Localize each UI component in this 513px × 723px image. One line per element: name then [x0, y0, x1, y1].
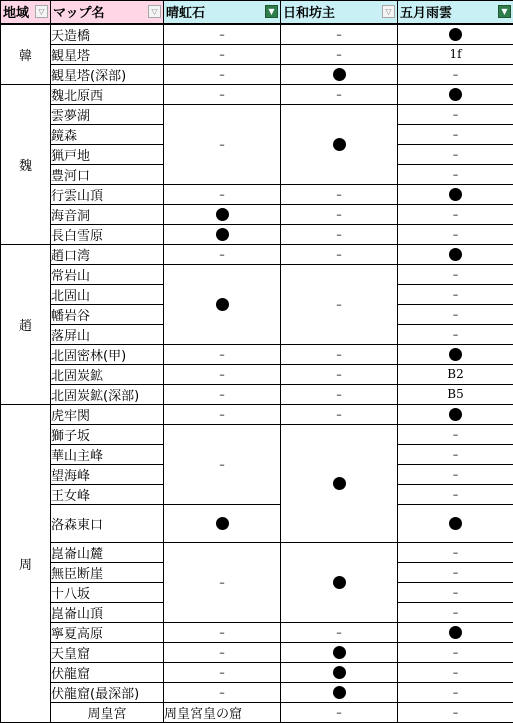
value-cell[interactable]	[281, 364, 398, 384]
map-name-cell-text: 観星塔(深部)	[51, 69, 126, 84]
dash-mark: –	[453, 706, 459, 719]
table-row	[1, 244, 513, 264]
value-cell[interactable]	[398, 662, 513, 682]
table-row	[1, 344, 513, 364]
mark-text: B2	[447, 367, 463, 381]
value-cell[interactable]	[398, 464, 513, 484]
value-cell[interactable]	[281, 264, 398, 344]
dash-mark: –	[336, 408, 342, 421]
value-cell[interactable]	[281, 384, 398, 404]
value-cell[interactable]	[164, 104, 281, 184]
column-header-label: 地域	[3, 6, 29, 21]
value-cell[interactable]	[164, 64, 281, 84]
value-cell[interactable]	[398, 144, 513, 164]
dash-mark: –	[219, 28, 225, 41]
map-name-cell[interactable]	[51, 364, 164, 384]
map-name-cell-text: 北固炭鉱(深部)	[51, 389, 139, 404]
map-name-cell[interactable]	[51, 582, 164, 602]
table-row	[1, 104, 513, 124]
filter-dropdown-icon[interactable]: ▽	[148, 5, 161, 18]
map-name-cell-text: 獅子坂	[51, 429, 90, 444]
dash-mark: –	[453, 686, 459, 699]
region-cell-text: 周	[19, 558, 32, 573]
map-name-cell[interactable]	[51, 104, 164, 124]
value-cell[interactable]	[398, 44, 513, 64]
value-cell[interactable]	[164, 404, 281, 424]
dash-mark: –	[219, 48, 225, 61]
dash-mark: –	[336, 706, 342, 719]
dash-mark: –	[336, 248, 342, 261]
map-name-cell[interactable]	[51, 464, 164, 484]
value-cell[interactable]	[164, 84, 281, 104]
map-name-cell-text: 周皇宮皇の窟	[164, 707, 242, 722]
value-cell[interactable]	[281, 702, 398, 722]
region-cell[interactable]	[51, 702, 164, 722]
dash-mark: –	[453, 468, 459, 481]
dash-mark: –	[453, 168, 459, 181]
map-name-cell[interactable]	[51, 662, 164, 682]
value-cell[interactable]	[281, 404, 398, 424]
dash-mark: –	[453, 128, 459, 141]
value-cell[interactable]	[164, 244, 281, 264]
dash-mark: –	[219, 88, 225, 101]
value-cell[interactable]	[398, 642, 513, 662]
column-header-label: 晴虹石	[166, 6, 205, 21]
value-cell[interactable]	[281, 224, 398, 244]
dash-mark: –	[219, 348, 225, 361]
value-cell[interactable]	[398, 444, 513, 464]
dash-mark: –	[336, 348, 342, 361]
map-name-cell-text: 崑崙山頂	[51, 607, 103, 622]
dash-mark: –	[219, 646, 225, 659]
filled-circle-mark	[449, 188, 462, 201]
map-name-cell[interactable]	[164, 702, 281, 722]
map-name-cell-text: 崑崙山麓	[51, 547, 103, 562]
filled-circle-mark	[216, 208, 229, 221]
dash-mark: –	[219, 458, 225, 471]
table-row	[1, 504, 513, 542]
dash-mark: –	[453, 228, 459, 241]
value-cell[interactable]	[398, 424, 513, 444]
value-cell[interactable]	[398, 682, 513, 702]
value-cell[interactable]	[398, 582, 513, 602]
table-row	[1, 682, 513, 702]
map-name-cell-text: 落屏山	[51, 329, 90, 344]
map-name-cell[interactable]	[51, 504, 164, 542]
value-cell[interactable]	[398, 264, 513, 284]
dash-mark: –	[336, 48, 342, 61]
map-name-cell[interactable]	[51, 682, 164, 702]
value-cell[interactable]	[281, 244, 398, 264]
dash-mark: –	[336, 28, 342, 41]
map-name-cell-text: 猟戸地	[51, 149, 90, 164]
value-cell[interactable]	[398, 622, 513, 642]
dash-mark: –	[336, 188, 342, 201]
map-name-cell[interactable]	[51, 224, 164, 244]
value-cell[interactable]	[398, 364, 513, 384]
value-cell[interactable]	[164, 204, 281, 224]
value-cell[interactable]	[281, 424, 398, 542]
map-name-cell[interactable]	[51, 264, 164, 284]
region-cell-text: 周皇宮	[87, 707, 126, 722]
value-cell[interactable]	[164, 264, 281, 344]
dash-mark: –	[219, 248, 225, 261]
dash-mark: –	[336, 228, 342, 241]
dash-mark: –	[453, 328, 459, 341]
table-row	[1, 64, 513, 84]
value-cell[interactable]	[398, 104, 513, 124]
dash-mark: –	[453, 566, 459, 579]
map-name-cell-text: 伏龍窟(最深部)	[51, 687, 139, 702]
map-name-cell-text: 海音洞	[51, 209, 90, 224]
value-cell[interactable]	[164, 184, 281, 204]
filled-circle-mark	[216, 298, 229, 311]
filled-circle-mark	[333, 477, 346, 490]
dash-mark: –	[453, 606, 459, 619]
value-cell[interactable]	[164, 662, 281, 682]
table-row	[1, 404, 513, 424]
dash-mark: –	[219, 666, 225, 679]
value-cell[interactable]	[164, 384, 281, 404]
map-name-cell-text: 虎牢関	[51, 409, 90, 424]
map-name-cell-text: 天皇窟	[51, 647, 90, 662]
value-cell[interactable]	[164, 44, 281, 64]
mark-text: B5	[447, 387, 463, 401]
dash-mark: –	[336, 88, 342, 101]
table-row	[1, 642, 513, 662]
map-name-cell[interactable]	[51, 184, 164, 204]
value-cell[interactable]	[164, 642, 281, 662]
map-name-cell-text: 北固山	[51, 289, 90, 304]
value-cell[interactable]	[398, 184, 513, 204]
dash-mark: –	[453, 148, 459, 161]
region-cell[interactable]	[1, 84, 51, 244]
filled-circle-mark	[333, 138, 346, 151]
table-row	[1, 84, 513, 104]
table-row	[1, 264, 513, 284]
column-header-label: 日和坊主	[283, 6, 335, 21]
map-name-cell[interactable]	[51, 444, 164, 464]
filled-circle-mark	[449, 517, 462, 530]
dash-mark: –	[453, 646, 459, 659]
region-cell-text: 趙	[19, 319, 32, 334]
value-cell[interactable]	[164, 224, 281, 244]
table-body	[1, 24, 513, 723]
dash-mark: –	[219, 138, 225, 151]
map-name-cell-text: 華山主峰	[51, 449, 103, 464]
map-name-cell[interactable]	[51, 24, 164, 45]
filled-circle-mark	[449, 28, 462, 41]
dash-mark: –	[453, 546, 459, 559]
table-row	[1, 44, 513, 64]
value-cell[interactable]	[398, 244, 513, 264]
map-name-cell-text: 雲夢湖	[51, 109, 90, 124]
filled-circle-mark	[449, 88, 462, 101]
filled-circle-mark	[333, 686, 346, 699]
value-cell[interactable]	[164, 682, 281, 702]
dash-mark: –	[453, 428, 459, 441]
map-name-cell-text: 望海峰	[51, 469, 90, 484]
table-row	[1, 24, 513, 45]
value-cell[interactable]	[398, 164, 513, 184]
map-name-cell[interactable]	[51, 304, 164, 324]
value-cell[interactable]	[281, 204, 398, 224]
map-name-cell[interactable]	[51, 144, 164, 164]
table-row	[1, 424, 513, 444]
map-name-cell[interactable]	[51, 44, 164, 64]
table-row	[1, 184, 513, 204]
value-cell[interactable]	[398, 204, 513, 224]
map-name-cell[interactable]	[51, 204, 164, 224]
map-name-cell-text: 無臣断崖	[51, 567, 103, 582]
map-name-cell[interactable]	[51, 622, 164, 642]
value-cell[interactable]	[398, 344, 513, 364]
value-cell[interactable]	[398, 124, 513, 144]
map-name-cell[interactable]	[51, 384, 164, 404]
map-name-cell-text: 趙口湾	[51, 249, 90, 264]
dash-mark: –	[219, 686, 225, 699]
dash-mark: –	[336, 208, 342, 221]
value-cell[interactable]	[164, 504, 281, 542]
dash-mark: –	[336, 368, 342, 381]
map-name-cell[interactable]	[51, 542, 164, 562]
column-header-col3[interactable]	[398, 1, 513, 24]
filled-circle-mark	[449, 348, 462, 361]
table-row	[1, 702, 513, 722]
table-row	[1, 542, 513, 562]
dash-mark: –	[453, 586, 459, 599]
map-name-cell[interactable]	[51, 324, 164, 344]
map-name-cell-text: 幡岩谷	[51, 309, 90, 324]
dash-mark: –	[219, 188, 225, 201]
value-cell[interactable]	[281, 44, 398, 64]
value-cell[interactable]	[164, 542, 281, 622]
value-cell[interactable]	[398, 404, 513, 424]
map-name-cell-text: 洛森東口	[51, 518, 103, 533]
column-header-region[interactable]	[1, 1, 51, 24]
map-name-cell-text: 鏡森	[51, 129, 77, 144]
value-cell[interactable]	[281, 662, 398, 682]
table-row	[1, 622, 513, 642]
value-cell[interactable]	[281, 344, 398, 364]
filled-circle-mark	[449, 408, 462, 421]
map-name-cell-text: 伏龍窟	[51, 667, 90, 682]
dash-mark: –	[453, 288, 459, 301]
region-cell[interactable]	[1, 404, 51, 722]
value-cell[interactable]	[164, 424, 281, 504]
column-header-col1[interactable]	[164, 1, 281, 24]
table-row	[1, 224, 513, 244]
filter-active-icon[interactable]: ▼	[265, 5, 278, 18]
map-name-cell[interactable]	[51, 84, 164, 104]
filled-circle-mark	[216, 228, 229, 241]
header-row	[1, 1, 513, 24]
dash-mark: –	[453, 488, 459, 501]
value-cell[interactable]	[281, 542, 398, 622]
dash-mark: –	[453, 268, 459, 281]
map-name-cell-text: 行雲山頂	[51, 189, 103, 204]
map-name-cell-text: 十八坂	[51, 587, 90, 602]
dash-mark: –	[453, 108, 459, 121]
map-name-cell-text: 観星塔	[51, 49, 90, 64]
map-name-cell[interactable]	[51, 164, 164, 184]
filter-dropdown-icon[interactable]: ▽	[382, 5, 395, 18]
value-cell[interactable]	[398, 324, 513, 344]
map-name-cell-text: 北固密林(甲)	[51, 349, 126, 364]
value-cell[interactable]	[398, 224, 513, 244]
filled-circle-mark	[333, 666, 346, 679]
table-row	[1, 204, 513, 224]
map-name-cell[interactable]	[51, 404, 164, 424]
map-name-cell-text: 北固炭鉱	[51, 369, 103, 384]
map-name-cell[interactable]	[51, 124, 164, 144]
filled-circle-mark	[449, 248, 462, 261]
column-header-col2[interactable]	[281, 1, 398, 24]
filter-active-icon[interactable]: ▼	[498, 5, 511, 18]
dash-mark: –	[453, 448, 459, 461]
table-row	[1, 364, 513, 384]
value-cell[interactable]	[281, 84, 398, 104]
value-cell[interactable]	[398, 702, 513, 722]
value-cell[interactable]	[398, 562, 513, 582]
filled-circle-mark	[449, 626, 462, 639]
map-name-cell-text: 魏北原西	[51, 89, 103, 104]
value-cell[interactable]	[164, 344, 281, 364]
value-cell[interactable]	[281, 104, 398, 184]
value-cell[interactable]	[281, 24, 398, 45]
dash-mark: –	[336, 298, 342, 311]
map-name-cell-text: 長白雪原	[51, 229, 103, 244]
map-name-cell[interactable]	[51, 642, 164, 662]
value-cell[interactable]	[398, 384, 513, 404]
map-name-cell[interactable]	[51, 64, 164, 84]
filled-circle-mark	[216, 517, 229, 530]
dash-mark: –	[336, 626, 342, 639]
region-cell[interactable]	[1, 244, 51, 404]
map-name-cell[interactable]	[51, 284, 164, 304]
value-cell[interactable]	[398, 24, 513, 45]
filled-circle-mark	[333, 646, 346, 659]
dash-mark: –	[219, 368, 225, 381]
map-name-cell-text: 常岩山	[51, 269, 90, 284]
map-name-cell-text: 天造橋	[51, 29, 90, 44]
value-cell[interactable]	[398, 84, 513, 104]
dash-mark: –	[453, 308, 459, 321]
dash-mark: –	[219, 388, 225, 401]
value-cell[interactable]	[164, 622, 281, 642]
dash-mark: –	[336, 388, 342, 401]
map-name-cell[interactable]	[51, 562, 164, 582]
value-cell[interactable]	[398, 504, 513, 542]
column-header-map-name[interactable]	[51, 1, 164, 24]
value-cell[interactable]	[281, 64, 398, 84]
region-cell-text: 魏	[19, 159, 32, 174]
dash-mark: –	[453, 68, 459, 81]
region-cell[interactable]	[1, 24, 51, 85]
region-cell-text: 韓	[19, 49, 32, 64]
column-header-label: マップ名	[53, 6, 104, 21]
value-cell[interactable]	[398, 304, 513, 324]
dash-mark: –	[219, 626, 225, 639]
map-name-cell-text: 豊河口	[51, 169, 90, 184]
dash-mark: –	[219, 68, 225, 81]
value-cell[interactable]	[164, 364, 281, 384]
dash-mark: –	[219, 408, 225, 421]
mark-text: 1f	[449, 47, 461, 61]
table-row	[1, 662, 513, 682]
value-cell[interactable]	[281, 642, 398, 662]
dash-mark: –	[453, 208, 459, 221]
value-cell[interactable]	[398, 542, 513, 562]
value-cell[interactable]	[281, 682, 398, 702]
filled-circle-mark	[333, 576, 346, 589]
value-cell[interactable]	[398, 484, 513, 504]
value-cell[interactable]	[281, 184, 398, 204]
value-cell[interactable]	[398, 64, 513, 84]
dash-mark: –	[219, 576, 225, 589]
value-cell[interactable]	[281, 622, 398, 642]
filled-circle-mark	[333, 68, 346, 81]
value-cell[interactable]	[164, 24, 281, 45]
dash-mark: –	[453, 666, 459, 679]
map-name-cell[interactable]	[51, 244, 164, 264]
column-header-label: 五月雨雲	[400, 6, 452, 21]
value-cell[interactable]	[398, 284, 513, 304]
map-name-cell[interactable]	[51, 484, 164, 504]
map-name-cell[interactable]	[51, 424, 164, 444]
value-cell[interactable]	[398, 602, 513, 622]
map-name-cell-text: 寧夏高原	[51, 627, 103, 642]
map-name-cell[interactable]	[51, 602, 164, 622]
map-name-cell-text: 王女峰	[51, 489, 90, 504]
filter-dropdown-icon[interactable]: ▽	[35, 5, 48, 18]
map-name-cell[interactable]	[51, 344, 164, 364]
table-row	[1, 384, 513, 404]
